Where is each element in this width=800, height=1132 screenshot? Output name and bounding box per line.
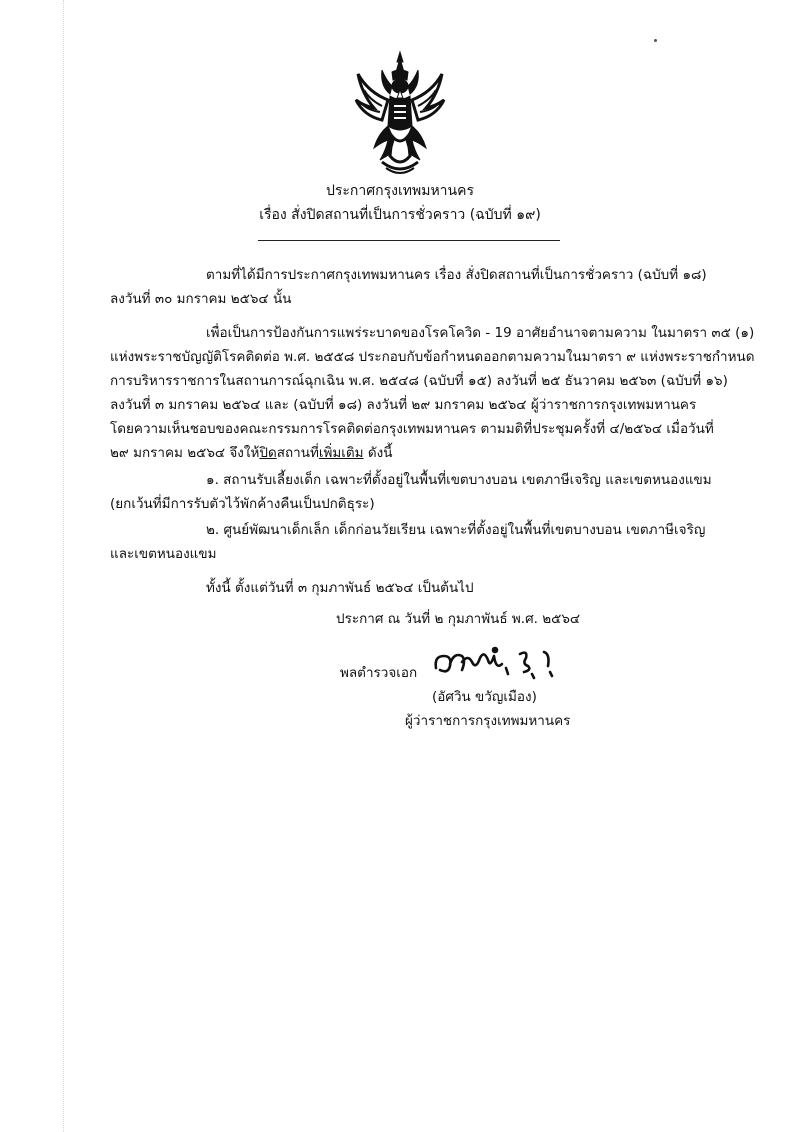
scan-speck — [654, 39, 657, 42]
paragraph-2-line-1: เพื่อเป็นการป้องกันการแพร่ระบาดของโรคโควิด - 19 อาศัยอำนาจตามความ ในมาตรา ๓๕ (๑) — [206, 325, 755, 341]
title-divider — [258, 240, 560, 241]
item-2-line-2: และเขตหนองแขม — [110, 546, 217, 562]
paragraph-2-line-3: การบริหารราชการในสถานการณ์ฉุกเฉิน พ.ศ. ๒๕๔๘ (ฉบับที่ ๑๕) ลงวันที่ ๒๕ ธันวาคม ๒๕๖๓ (ฉบับที่ ๑๖) — [110, 373, 728, 389]
scan-edge-line — [63, 0, 64, 1132]
item-1-line-2: (ยกเว้นที่มีการรับตัวไว้พักค้างคืนเป็นปกติธุระ) — [110, 496, 375, 512]
signer-name: (อัศวิน ขวัญเมือง) — [432, 689, 537, 705]
paragraph-2-line-2: แห่งพระราชบัญญัติโรคติดต่อ พ.ศ. ๒๕๕๘ ประกอบกับข้อกำหนดออกตามความในมาตรา ๙ แห่งพระราชกำหนด — [110, 349, 755, 365]
underlined-close: ปิด — [259, 445, 277, 461]
paragraph-1-line-2: ลงวันที่ ๓๐ มกราคม ๒๕๖๔ นั้น — [110, 291, 292, 307]
signer-position: ผู้ว่าราชการกรุงเทพมหานคร — [405, 713, 571, 729]
signer-rank: พลตำรวจเอก — [340, 665, 418, 681]
paragraph-2-line-6 — [110, 443, 392, 463]
handwritten-signature-icon — [432, 644, 562, 680]
underlined-additional: เพิ่มเติม — [318, 445, 364, 461]
paragraph-2-line-4: ลงวันที่ ๓ มกราคม ๒๕๖๔ และ (ฉบับที่ ๑๘) ลงวันที่ ๒๙ มกราคม ๒๕๖๔ ผู้ว่าราชการกรุงเทพมหานคร — [110, 397, 697, 413]
document-title: ประกาศกรุงเทพมหานคร — [326, 183, 474, 199]
paragraph-1-line-1: ตามที่ได้มีการประกาศกรุงเทพมหานคร เรื่อง สั่งปิดสถานที่เป็นการชั่วคราว (ฉบับที่ ๑๘) — [206, 267, 707, 283]
text-segment: สถานที่ — [276, 445, 319, 461]
text-segment: ดังนี้ — [363, 445, 393, 461]
paragraph-2-line-5: โดยความเห็นชอบของคณะกรรมการโรคติดต่อกรุงเทพมหานคร ตามมติที่ประชุมครั้งที่ ๔/๒๕๖๔ เมื่อวันที่ — [110, 421, 714, 437]
announcement-date: ประกาศ ณ วันที่ ๒ กุมภาพันธ์ พ.ศ. ๒๕๖๔ — [336, 611, 581, 627]
item-1-line-1: ๑. สถานรับเลี้ยงเด็ก เฉพาะที่ตั้งอยู่ในพื้นที่เขตบางบอน เขตภาษีเจริญ และเขตหนองแขม — [206, 472, 712, 488]
item-2-line-1: ๒. ศูนย์พัฒนาเด็กเล็ก เด็กก่อนวัยเรียน เฉพาะที่ตั้งอยู่ในพื้นที่เขตบางบอน เขตภาษีเจริญ — [206, 522, 706, 538]
garuda-emblem-icon — [352, 50, 448, 178]
document-subject: เรื่อง สั่งปิดสถานที่เป็นการชั่วคราว (ฉบับที่ ๑๙) — [259, 207, 541, 223]
text-segment: ๒๙ มกราคม ๒๕๖๔ จึงให้ — [110, 445, 260, 461]
effective-date: ทั้งนี้ ตั้งแต่วันที่ ๓ กุมภาพันธ์ ๒๕๖๔ เป็นต้นไป — [206, 580, 474, 596]
